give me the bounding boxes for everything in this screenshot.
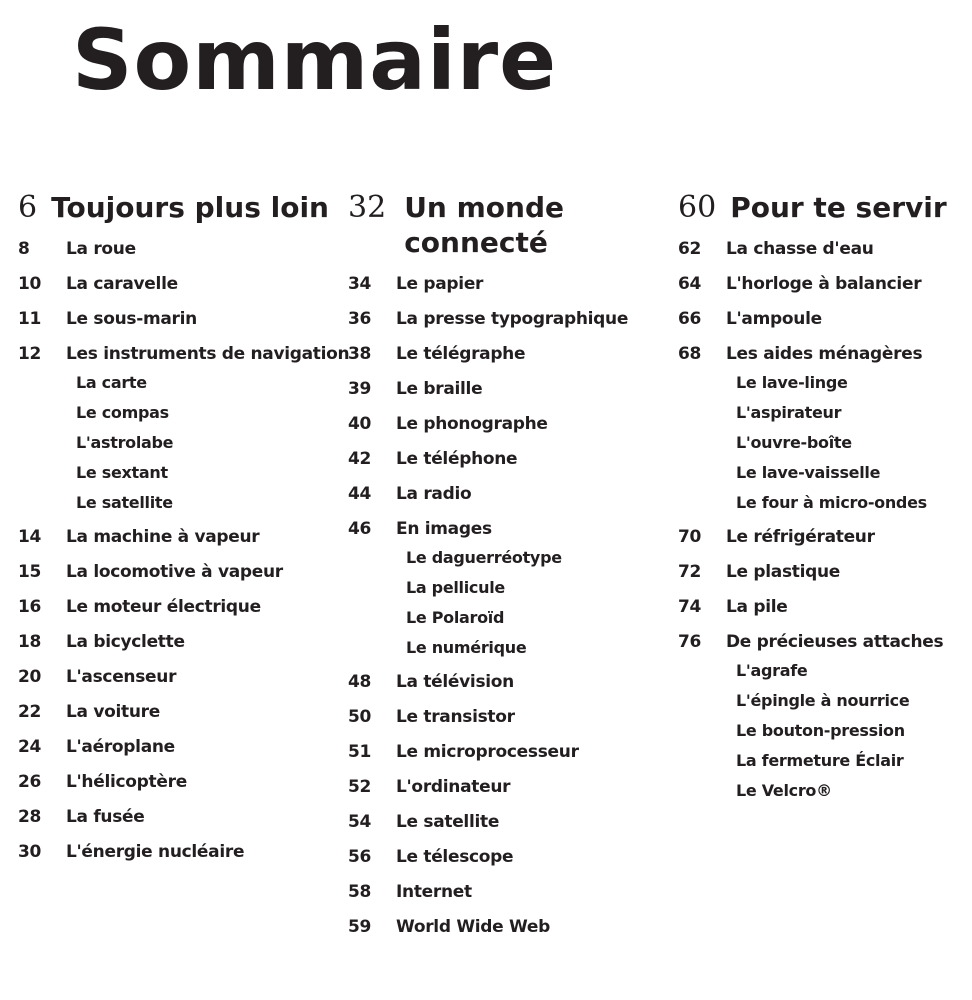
entry-page-number: 58 xyxy=(348,882,372,902)
toc-subentry: Le lave-linge xyxy=(736,373,848,392)
entry-label: La locomotive à vapeur xyxy=(66,562,283,582)
entry-label: La machine à vapeur xyxy=(66,527,260,547)
entry-label: La fusée xyxy=(66,807,145,827)
toc-subentry: Le four à micro-ondes xyxy=(736,493,927,512)
toc-subentry: La carte xyxy=(76,373,147,392)
toc-entry xyxy=(18,772,338,807)
toc-subentry: La fermeture Éclair xyxy=(736,751,904,770)
toc-subentry: L'aspirateur xyxy=(736,403,842,422)
toc-subentry: Le satellite xyxy=(76,493,173,512)
entry-label: Le télégraphe xyxy=(396,344,526,364)
entry-label: World Wide Web xyxy=(396,917,550,937)
toc-entry xyxy=(18,807,338,842)
toc-entry xyxy=(678,309,972,344)
entry-page-number: 64 xyxy=(678,274,702,294)
entry-page-number: 50 xyxy=(348,707,372,727)
entry-page-number: 16 xyxy=(18,597,42,617)
entry-label: L'ordinateur xyxy=(396,777,511,797)
entry-page-number: 12 xyxy=(18,344,42,364)
entry-page-number: 15 xyxy=(18,562,42,582)
toc-entry xyxy=(348,812,668,847)
entry-label: La télévision xyxy=(396,672,514,692)
entry-label: L'ascenseur xyxy=(66,667,177,687)
entry-page-number: 56 xyxy=(348,847,372,867)
entry-label: En images xyxy=(396,519,492,539)
entry-label: Le moteur électrique xyxy=(66,597,261,617)
toc-subentry: L'ouvre-boîte xyxy=(736,433,852,452)
subentry-list xyxy=(18,373,338,523)
section-pour-te-servir xyxy=(678,190,972,815)
entry-page-number: 40 xyxy=(348,414,372,434)
entry-page-number: 28 xyxy=(18,807,42,827)
entry-label: Le plastique xyxy=(726,562,841,582)
toc-entry xyxy=(348,672,668,707)
toc-entry xyxy=(348,777,668,812)
toc-subentry: Le Velcro® xyxy=(736,781,832,800)
toc-subentry: Le numérique xyxy=(406,638,527,657)
entry-page-number: 36 xyxy=(348,309,372,329)
toc-subentry: L'agrafe xyxy=(736,661,808,680)
entry-label: Le télescope xyxy=(396,847,514,867)
entry-label: La chasse d'eau xyxy=(726,239,874,259)
section-un-monde-connecte xyxy=(348,190,668,952)
section-header xyxy=(18,190,338,225)
entry-label: Les aides ménagères xyxy=(726,344,923,364)
subentry-list xyxy=(678,661,972,811)
toc-entry xyxy=(348,742,668,777)
section-header xyxy=(348,190,668,260)
entry-label: L'ampoule xyxy=(726,309,822,329)
toc-entry xyxy=(18,527,338,562)
toc-subentry: Le Polaroïd xyxy=(406,608,505,627)
entry-label: Le papier xyxy=(396,274,484,294)
entry-label: Le réfrigérateur xyxy=(726,527,875,547)
section-title: Toujours plus loin xyxy=(51,191,329,224)
toc-entry xyxy=(18,239,338,274)
section-page-number: 60 xyxy=(678,190,717,225)
toc-entry xyxy=(348,274,668,309)
entry-label: Le satellite xyxy=(396,812,500,832)
toc-entry xyxy=(18,737,338,772)
entry-page-number: 39 xyxy=(348,379,372,399)
toc-entry xyxy=(348,484,668,519)
entry-label: Le transistor xyxy=(396,707,515,727)
entry-label: La pile xyxy=(726,597,788,617)
entry-page-number: 22 xyxy=(18,702,42,722)
toc-subentry: L'astrolabe xyxy=(76,433,174,452)
entry-label: La caravelle xyxy=(66,274,178,294)
entry-page-number: 52 xyxy=(348,777,372,797)
section-toujours-plus-loin xyxy=(18,190,350,877)
toc-subentry: Le sextant xyxy=(76,463,168,482)
toc-subentry: Le lave-vaisselle xyxy=(736,463,881,482)
toc-entry xyxy=(18,274,338,309)
toc-entry xyxy=(348,707,668,742)
entry-page-number: 30 xyxy=(18,842,42,862)
entry-label: La radio xyxy=(396,484,472,504)
toc-entry xyxy=(18,702,338,737)
entry-page-number: 68 xyxy=(678,344,702,364)
toc-subentry: Le daguerréotype xyxy=(406,548,562,567)
entry-label: Le sous-marin xyxy=(66,309,197,329)
toc-entry xyxy=(348,882,668,917)
entry-label: De précieuses attaches xyxy=(726,632,944,652)
toc-entry xyxy=(348,344,668,379)
toc-subentry: Le bouton-pression xyxy=(736,721,905,740)
section-page-number: 6 xyxy=(18,190,38,225)
entry-page-number: 18 xyxy=(18,632,42,652)
section-page-number: 32 xyxy=(348,190,387,225)
entry-page-number: 76 xyxy=(678,632,702,652)
toc-entry xyxy=(18,309,338,344)
entry-page-number: 46 xyxy=(348,519,372,539)
entry-page-number: 24 xyxy=(18,737,42,757)
section-title: Pour te servir xyxy=(730,191,947,224)
toc-entry xyxy=(348,847,668,882)
entry-page-number: 42 xyxy=(348,449,372,469)
page-title: Sommaire xyxy=(72,11,558,109)
section-entries xyxy=(348,274,668,952)
section-header xyxy=(678,190,972,225)
entry-page-number: 10 xyxy=(18,274,42,294)
entry-page-number: 70 xyxy=(678,527,702,547)
section-entries xyxy=(678,239,972,811)
toc-entry xyxy=(348,449,668,484)
entry-page-number: 72 xyxy=(678,562,702,582)
toc-entry xyxy=(678,239,972,274)
entry-page-number: 34 xyxy=(348,274,372,294)
entry-page-number: 38 xyxy=(348,344,372,364)
entry-label: Internet xyxy=(396,882,472,902)
toc-entry xyxy=(678,562,972,597)
entry-page-number: 14 xyxy=(18,527,42,547)
toc-entry xyxy=(678,274,972,309)
toc-subentry: L'épingle à nourrice xyxy=(736,691,910,710)
entry-page-number: 20 xyxy=(18,667,42,687)
section-entries xyxy=(18,239,350,877)
entry-page-number: 62 xyxy=(678,239,702,259)
entry-label: Le microprocesseur xyxy=(396,742,579,762)
toc-entry xyxy=(348,917,668,952)
entry-label: La presse typographique xyxy=(396,309,629,329)
toc-entry xyxy=(18,667,338,702)
subentry-list xyxy=(348,548,668,668)
entry-label: L'énergie nucléaire xyxy=(66,842,245,862)
entry-label: La bicyclette xyxy=(66,632,185,652)
entry-page-number: 66 xyxy=(678,309,702,329)
entry-label: La voiture xyxy=(66,702,160,722)
toc-entry xyxy=(18,632,338,667)
entry-page-number: 11 xyxy=(18,309,42,329)
subentry-list xyxy=(678,373,972,523)
toc-entry xyxy=(18,842,338,877)
toc-entry xyxy=(678,527,972,562)
entry-page-number: 48 xyxy=(348,672,372,692)
entry-label: L'hélicoptère xyxy=(66,772,187,792)
toc-entry xyxy=(18,562,338,597)
entry-page-number: 8 xyxy=(18,239,30,259)
section-title: Un monde connecté xyxy=(404,191,564,259)
toc-entry xyxy=(348,414,668,449)
entry-label: Les instruments de navigation xyxy=(66,344,350,364)
entry-label: La roue xyxy=(66,239,136,259)
entry-page-number: 74 xyxy=(678,597,702,617)
toc-subentry: Le compas xyxy=(76,403,169,422)
entry-label: Le téléphone xyxy=(396,449,518,469)
toc-entry xyxy=(348,379,668,414)
entry-label: L'horloge à balancier xyxy=(726,274,922,294)
toc-entry xyxy=(678,597,972,632)
entry-page-number: 59 xyxy=(348,917,372,937)
entry-page-number: 51 xyxy=(348,742,372,762)
entry-page-number: 44 xyxy=(348,484,372,504)
entry-page-number: 26 xyxy=(18,772,42,792)
toc-entry xyxy=(18,597,338,632)
entry-label: L'aéroplane xyxy=(66,737,175,757)
toc-entry xyxy=(348,309,668,344)
entry-label: Le phonographe xyxy=(396,414,548,434)
toc-subentry: La pellicule xyxy=(406,578,505,597)
entry-label: Le braille xyxy=(396,379,483,399)
entry-page-number: 54 xyxy=(348,812,372,832)
